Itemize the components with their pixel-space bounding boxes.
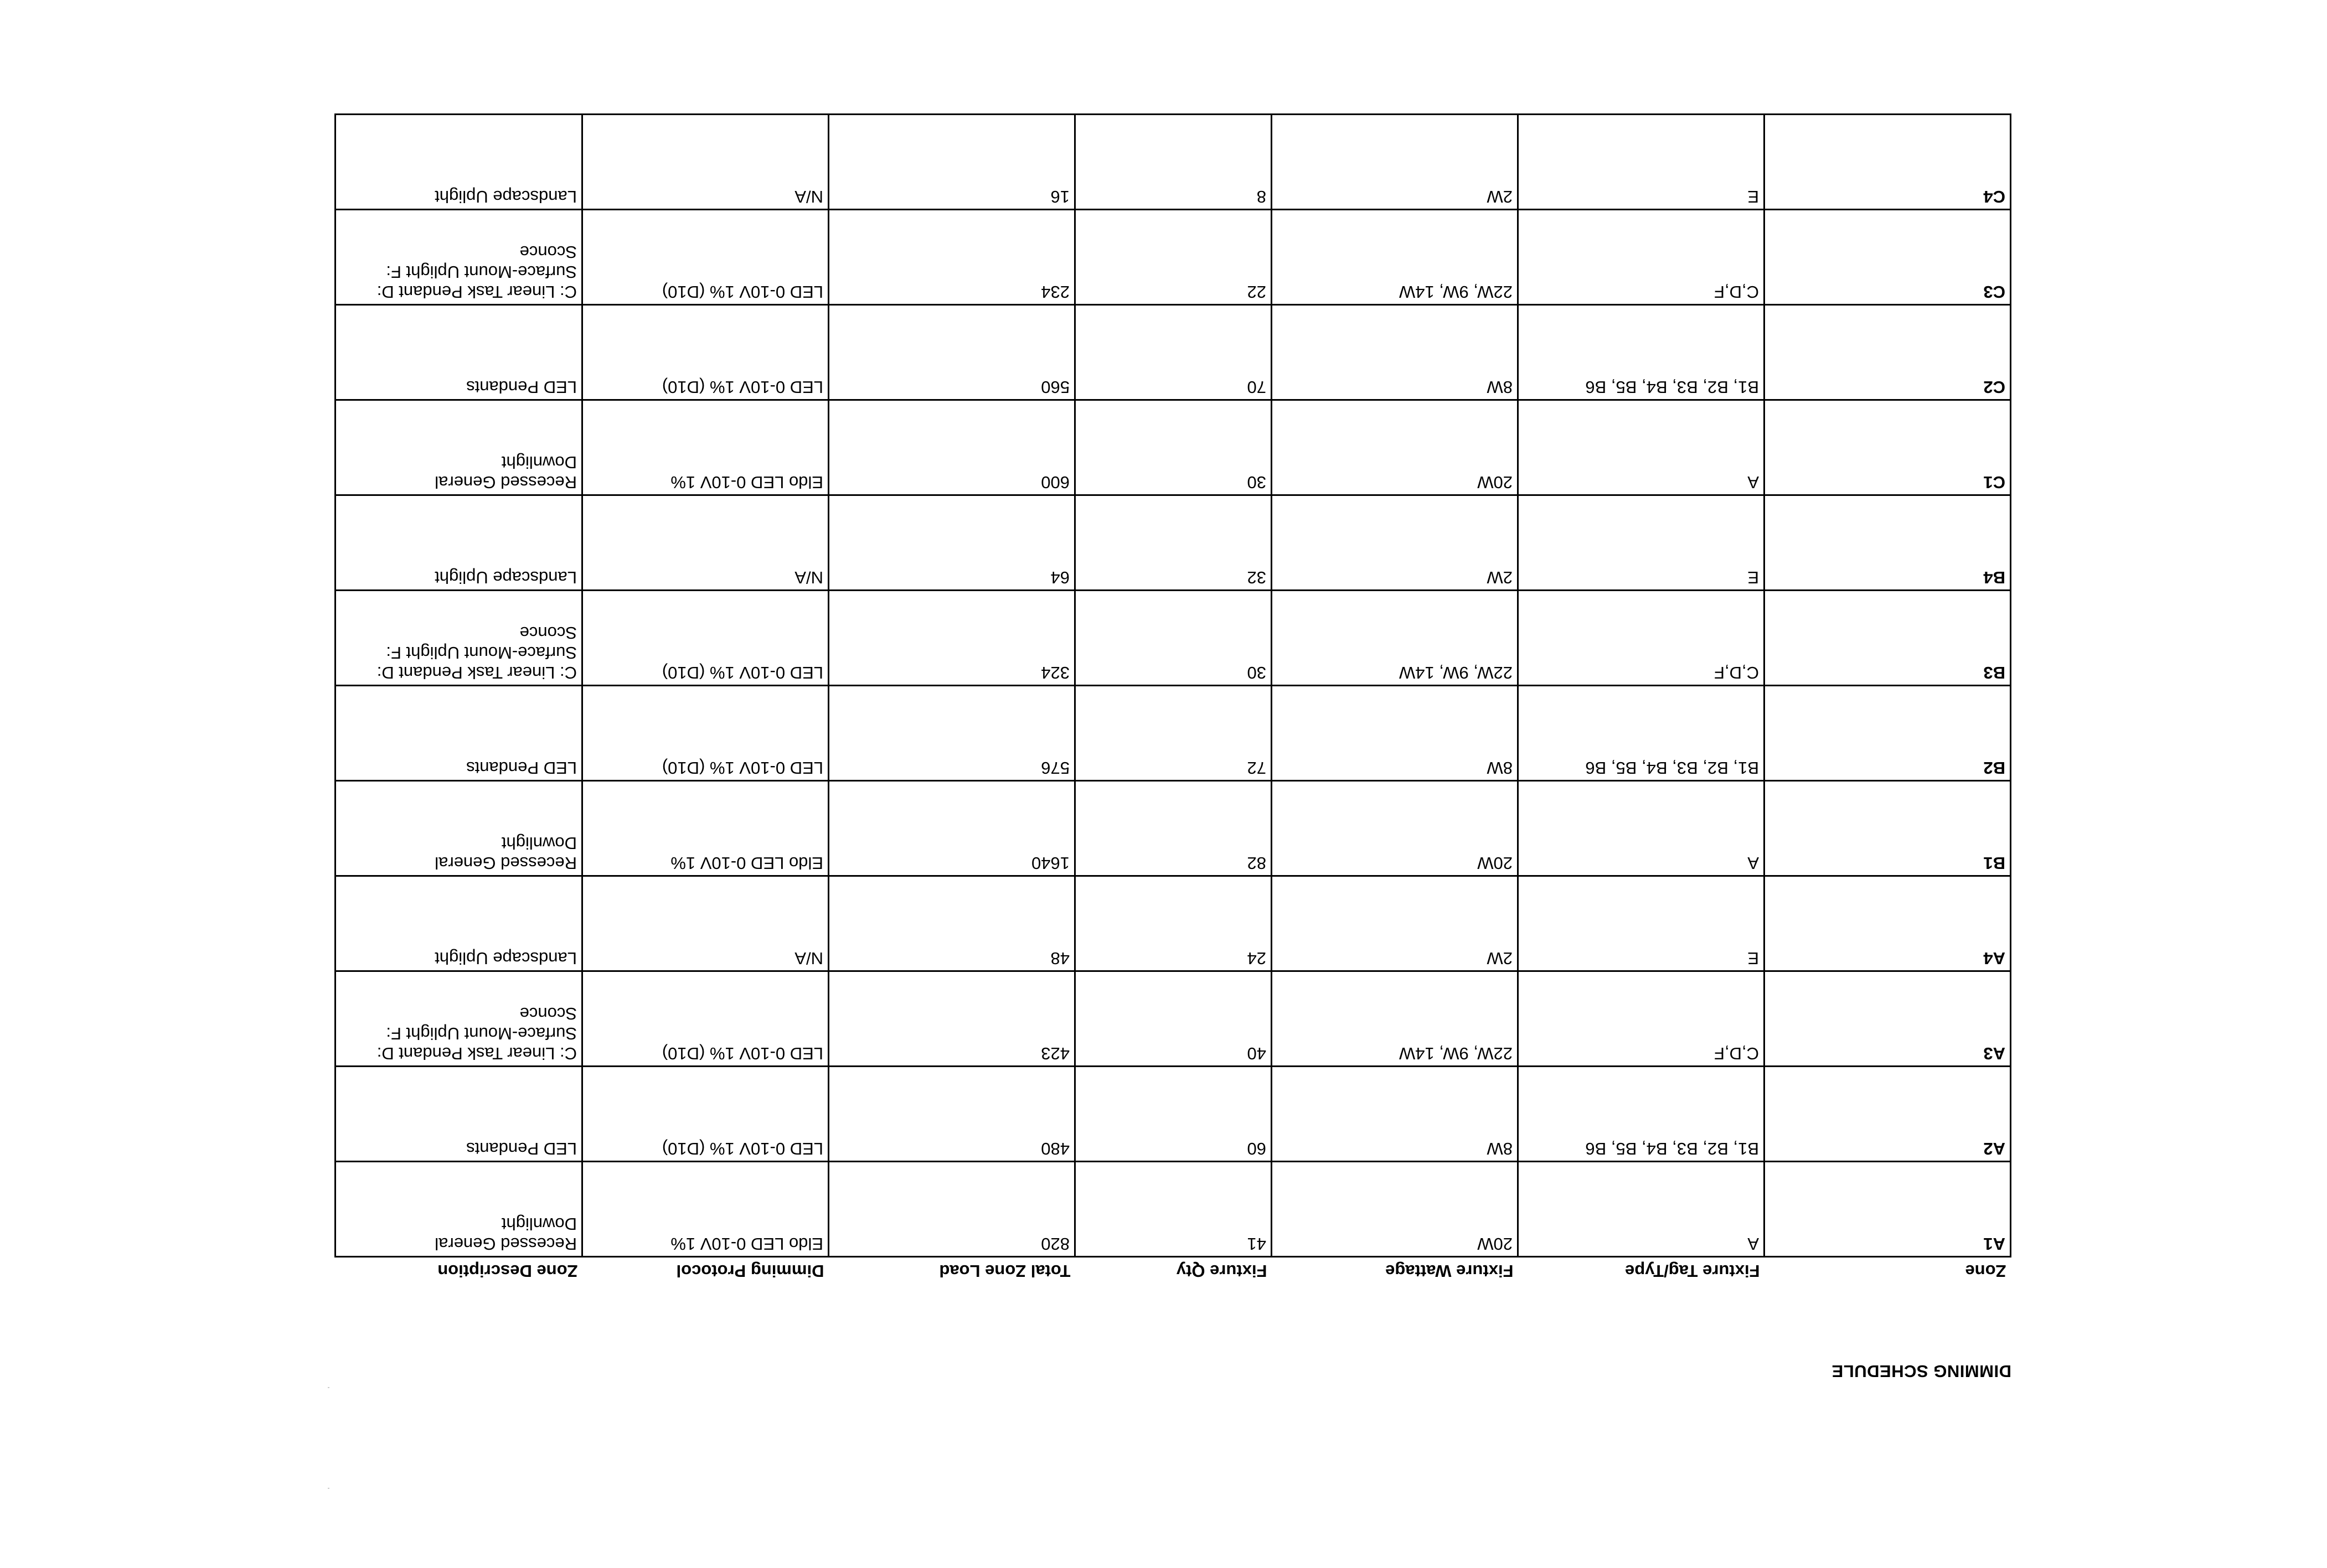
zone-cell: A1 [1764, 1162, 2011, 1257]
fixture-tag-cell: B1, B2, B3, B4, B5, B6 [1518, 305, 1764, 400]
zone-description-line: Sconce [519, 623, 577, 643]
zone-description-cell [336, 971, 582, 1067]
zone-description-cell [336, 305, 582, 400]
zone-cell: C2 [1764, 305, 2011, 400]
total-zone-load-cell: 324 [829, 591, 1075, 686]
dimming-schedule-table [334, 113, 2011, 1284]
page-title: DIMMING SCHEDULE [1831, 1362, 2011, 1381]
fixture-qty-cell: 24 [1075, 876, 1272, 971]
zone-cell: C4 [1764, 115, 2011, 210]
zone-cell: B3 [1764, 591, 2011, 686]
table-row [336, 305, 2011, 400]
zone-description-line: Landscape Uplight [435, 187, 577, 206]
zone-description-line: Recessed General [435, 853, 577, 873]
total-zone-load-cell: 576 [829, 686, 1075, 781]
zone-description-line: Surface-Mount Uplight F: [386, 262, 577, 282]
zone-description-cell [336, 1162, 582, 1257]
zone-description-cell [336, 686, 582, 781]
table-body [336, 115, 2011, 1257]
fixture-tag-cell: A [1518, 400, 1764, 495]
fixture-tag-cell: E [1518, 876, 1764, 971]
zone-description-line: Surface-Mount Uplight F: [386, 1024, 577, 1043]
zone-description-cell [336, 400, 582, 495]
zone-description-line: Sconce [519, 1004, 577, 1023]
dimming-protocol-cell: Eldo LED 0-10V 1% [582, 781, 829, 876]
fixture-qty-cell: 41 [1075, 1162, 1272, 1257]
column-header-zone-description: Zone Description [437, 1261, 578, 1281]
dimming-protocol-cell: Eldo LED 0-10V 1% [582, 1162, 829, 1257]
dimming-protocol-cell: LED 0-10V 1% (D10) [582, 686, 829, 781]
fixture-qty-cell: 8 [1075, 115, 1272, 210]
dimming-protocol-cell: LED 0-10V 1% (D10) [582, 210, 829, 305]
column-header-fixture-wattage: Fixture Wattage [1385, 1261, 1514, 1281]
table-row [336, 495, 2011, 591]
zone-cell: C3 [1764, 210, 2011, 305]
fixture-tag-cell: C,D,F [1518, 210, 1764, 305]
column-header-dimming-protocol: Dimming Protocol [676, 1261, 824, 1281]
fixture-qty-cell: 60 [1075, 1067, 1272, 1162]
zone-description-line: LED Pendants [466, 377, 577, 397]
zone-description-line: Sconce [519, 242, 577, 262]
fixture-wattage-cell: 20W [1272, 400, 1518, 495]
fixture-wattage-cell: 20W [1272, 781, 1518, 876]
fixture-wattage-cell: 8W [1272, 686, 1518, 781]
zone-description-line: Downlight [501, 453, 577, 472]
zone-description-line: Surface-Mount Uplight F: [386, 643, 577, 663]
total-zone-load-cell: 48 [829, 876, 1075, 971]
zone-description-cell [336, 115, 582, 210]
table-row [336, 971, 2011, 1067]
fixture-tag-cell: E [1518, 495, 1764, 591]
table-row [336, 115, 2011, 210]
fixture-wattage-cell: 20W [1272, 1162, 1518, 1257]
zone-description-line: C: Linear Task Pendant D: [376, 663, 577, 682]
zone-description-cell [336, 210, 582, 305]
dimming-protocol-cell: LED 0-10V 1% (D10) [582, 305, 829, 400]
total-zone-load-cell: 234 [829, 210, 1075, 305]
dimming-protocol-cell: N/A [582, 115, 829, 210]
fixture-tag-cell: C,D,F [1518, 591, 1764, 686]
fixture-wattage-cell: 8W [1272, 305, 1518, 400]
fixture-qty-cell: 40 [1075, 971, 1272, 1067]
fixture-qty-cell: 82 [1075, 781, 1272, 876]
dimming-protocol-cell: N/A [582, 876, 829, 971]
zone-description-line: Recessed General [435, 1234, 577, 1254]
zone-cell: A2 [1764, 1067, 2011, 1162]
dimming-protocol-cell: LED 0-10V 1% (D10) [582, 1067, 829, 1162]
zone-description-line: C: Linear Task Pendant D: [376, 282, 577, 302]
fixture-tag-cell: C,D,F [1518, 971, 1764, 1067]
total-zone-load-cell: 1640 [829, 781, 1075, 876]
table-row [336, 1067, 2011, 1162]
zone-description-line: Downlight [501, 1214, 577, 1234]
fixture-tag-cell: B1, B2, B3, B4, B5, B6 [1518, 686, 1764, 781]
table-row [336, 400, 2011, 495]
fixture-wattage-cell: 2W [1272, 495, 1518, 591]
fixture-tag-cell: B1, B2, B3, B4, B5, B6 [1518, 1067, 1764, 1162]
table-header-row [336, 1257, 2011, 1285]
dimming-protocol-cell: Eldo LED 0-10V 1% [582, 400, 829, 495]
fixture-wattage-cell: 22W, 9W, 14W [1272, 591, 1518, 686]
fixture-wattage-cell: 22W, 9W, 14W [1272, 971, 1518, 1067]
zone-description-cell [336, 495, 582, 591]
fixture-tag-cell: A [1518, 781, 1764, 876]
fixture-qty-cell: 72 [1075, 686, 1272, 781]
zone-description-cell [336, 876, 582, 971]
table-row [336, 876, 2011, 971]
zone-cell: B1 [1764, 781, 2011, 876]
dimming-protocol-cell: N/A [582, 495, 829, 591]
zone-description-line: LED Pendants [466, 1139, 577, 1158]
scan-speck [328, 1387, 329, 1388]
fixture-tag-cell: A [1518, 1162, 1764, 1257]
zone-description-line: Landscape Uplight [435, 949, 577, 968]
column-header-total-zone-load: Total Zone Load [939, 1261, 1071, 1281]
table-row [336, 210, 2011, 305]
dimming-protocol-cell: LED 0-10V 1% (D10) [582, 971, 829, 1067]
zone-cell: A3 [1764, 971, 2011, 1067]
zone-cell: A4 [1764, 876, 2011, 971]
column-header-zone: Zone [1965, 1261, 2006, 1281]
total-zone-load-cell: 820 [829, 1162, 1075, 1257]
fixture-wattage-cell: 2W [1272, 115, 1518, 210]
table-row [336, 1162, 2011, 1257]
fixture-wattage-cell: 8W [1272, 1067, 1518, 1162]
zone-description-cell [336, 1067, 582, 1162]
zone-description-line: Downlight [501, 834, 577, 853]
zone-description-cell [336, 591, 582, 686]
dimming-protocol-cell: LED 0-10V 1% (D10) [582, 591, 829, 686]
total-zone-load-cell: 600 [829, 400, 1075, 495]
total-zone-load-cell: 560 [829, 305, 1075, 400]
column-header-fixture-qty: Fixture Qty [1176, 1261, 1267, 1281]
zone-description-line: Recessed General [435, 473, 577, 492]
zone-cell: B2 [1764, 686, 2011, 781]
zone-description-line: C: Linear Task Pendant D: [376, 1044, 577, 1063]
table-row [336, 591, 2011, 686]
scan-speck [328, 1488, 329, 1489]
fixture-wattage-cell: 22W, 9W, 14W [1272, 210, 1518, 305]
zone-description-line: Landscape Uplight [435, 568, 577, 587]
table-row [336, 686, 2011, 781]
total-zone-load-cell: 423 [829, 971, 1075, 1067]
fixture-qty-cell: 30 [1075, 400, 1272, 495]
fixture-wattage-cell: 2W [1272, 876, 1518, 971]
fixture-qty-cell: 70 [1075, 305, 1272, 400]
column-header-fixture-tag: Fixture Tag/Type [1625, 1261, 1760, 1281]
total-zone-load-cell: 16 [829, 115, 1075, 210]
fixture-qty-cell: 30 [1075, 591, 1272, 686]
zone-description-line: LED Pendants [466, 758, 577, 778]
fixture-qty-cell: 22 [1075, 210, 1272, 305]
zone-cell: C1 [1764, 400, 2011, 495]
zone-description-cell [336, 781, 582, 876]
table-row [336, 781, 2011, 876]
fixture-tag-cell: E [1518, 115, 1764, 210]
total-zone-load-cell: 64 [829, 495, 1075, 591]
total-zone-load-cell: 480 [829, 1067, 1075, 1162]
fixture-qty-cell: 32 [1075, 495, 1272, 591]
zone-cell: B4 [1764, 495, 2011, 591]
